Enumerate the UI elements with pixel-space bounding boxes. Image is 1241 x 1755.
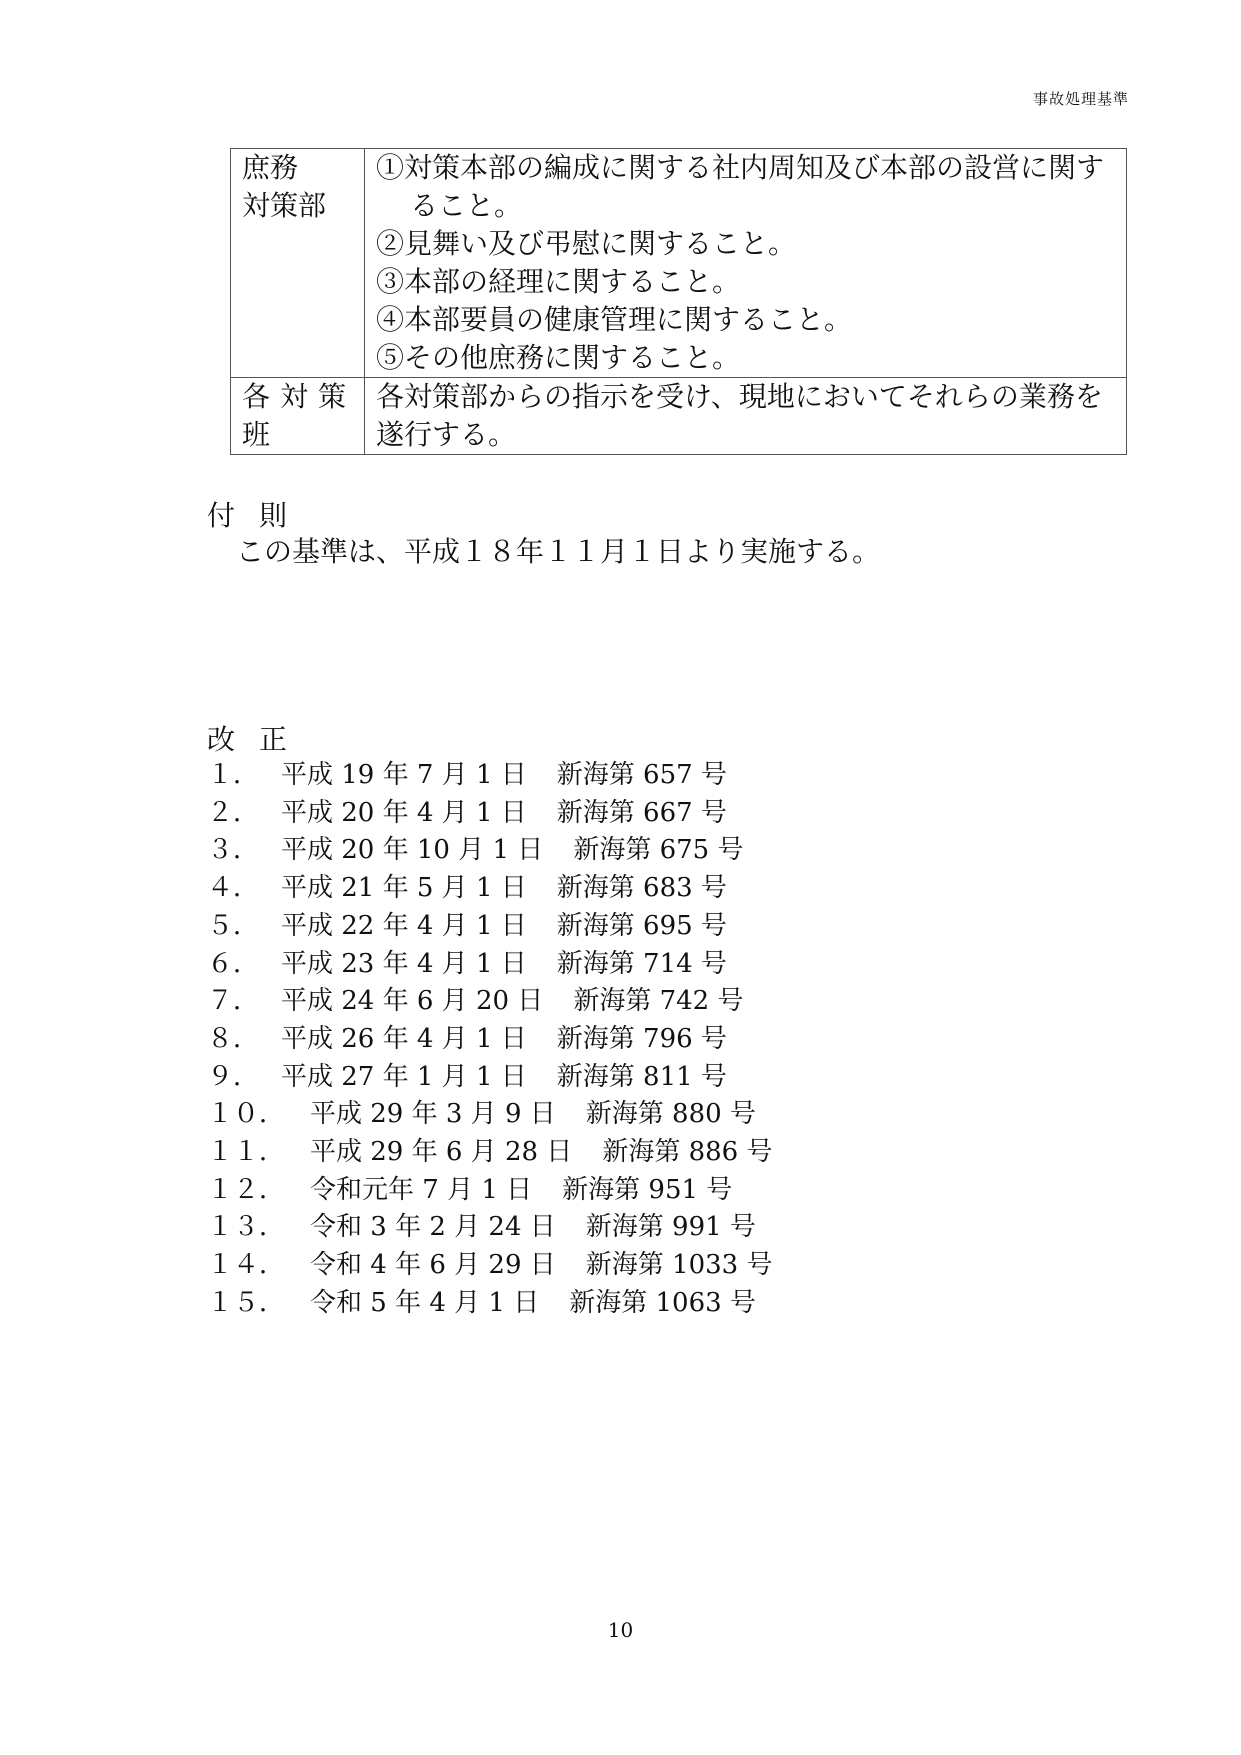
amendment-document-number: 新海第 811 号	[556, 1061, 727, 1092]
amendments-heading: 改正	[207, 723, 312, 756]
amendment-number: １．	[207, 760, 260, 790]
table-row	[231, 378, 1127, 455]
amendment-document-number: 新海第 951 号	[562, 1174, 733, 1205]
amendment-date: 平成 26 年 4 月 1 日	[281, 1023, 527, 1054]
duty-item: ⑤その他庶務に関すること。	[376, 341, 741, 374]
duties-cell	[365, 378, 1127, 455]
amendment-document-number: 新海第 657 号	[556, 760, 727, 790]
amendment-item	[207, 870, 772, 908]
amendment-number: ５．	[207, 910, 260, 941]
amendment-item	[207, 795, 772, 833]
amendment-item	[207, 1209, 772, 1247]
amendment-date: 令和 5 年 4 月 1 日	[310, 1287, 540, 1318]
department-name-line: 庶務	[242, 151, 299, 184]
duties-cell	[365, 149, 1127, 378]
amendment-number: １２．	[207, 1174, 286, 1205]
amendment-document-number: 新海第 695 号	[556, 910, 727, 941]
supplementary-text: この基準は、平成１８年１１月１日より実施する。	[236, 535, 881, 568]
amendment-document-number: 新海第 991 号	[585, 1212, 756, 1243]
page-number: 10	[607, 1618, 634, 1642]
amendment-date: 平成 21 年 5 月 1 日	[281, 873, 527, 904]
duty-item: ③本部の経理に関すること。	[376, 265, 741, 298]
duty-item: ②見舞い及び弔慰に関すること。	[376, 227, 797, 260]
duty-item-continuation: ること。	[410, 189, 523, 222]
amendment-date: 令和 3 年 2 月 24 日	[310, 1212, 556, 1243]
amendment-document-number: 新海第 675 号	[573, 835, 744, 866]
amendment-document-number: 新海第 714 号	[556, 948, 727, 979]
amendment-date: 平成 20 年 10 月 1 日	[281, 835, 544, 866]
amendment-number: １５．	[207, 1287, 286, 1318]
amendment-date: 平成 23 年 4 月 1 日	[281, 948, 527, 979]
amendment-item	[207, 1096, 772, 1134]
department-cell	[231, 378, 365, 455]
amendment-item	[207, 1134, 772, 1172]
amendment-date: 平成 22 年 4 月 1 日	[281, 910, 527, 941]
duty-description-line: 遂行する。	[376, 418, 517, 451]
amendment-item	[207, 1247, 772, 1285]
duty-description-line: 各対策部からの指示を受け、現地においてそれらの業務を	[376, 380, 1103, 413]
amendment-date: 平成 20 年 4 月 1 日	[281, 797, 527, 828]
amendment-date: 令和 4 年 6 月 29 日	[310, 1250, 556, 1281]
department-name-line: 班	[242, 418, 271, 451]
amendment-number: ９．	[207, 1061, 260, 1092]
amendment-item	[207, 908, 772, 946]
amendment-document-number: 新海第 796 号	[556, 1023, 727, 1054]
page-header-title: 事故処理基準	[1032, 90, 1129, 108]
amendment-item	[207, 1059, 772, 1097]
amendment-document-number: 新海第 683 号	[556, 873, 727, 904]
amendment-number: １３．	[207, 1212, 286, 1243]
amendment-number: １１．	[207, 1137, 286, 1168]
amendment-item	[207, 757, 772, 795]
supplementary-heading: 付則	[207, 499, 312, 532]
amendment-number: ２．	[207, 797, 260, 828]
amendment-document-number: 新海第 1033 号	[585, 1250, 773, 1281]
amendment-document-number: 新海第 667 号	[556, 797, 727, 828]
amendment-number: ６．	[207, 948, 260, 979]
amendment-date: 令和元年 7 月 1 日	[310, 1174, 533, 1205]
duty-item	[376, 149, 1118, 225]
department-cell	[231, 149, 365, 378]
amendment-item	[207, 1021, 772, 1059]
duty-item: ④本部要員の健康管理に関すること。	[376, 303, 853, 336]
amendment-document-number: 新海第 1063 号	[569, 1287, 756, 1318]
duty-item-text: ①対策本部の編成に関する社内周知及び本部の設営に関す	[376, 151, 1105, 184]
amendment-number: ７．	[207, 986, 260, 1017]
amendment-number: ４．	[207, 873, 260, 904]
amendment-document-number: 新海第 742 号	[573, 986, 744, 1017]
amendment-date: 平成 29 年 3 月 9 日	[310, 1099, 556, 1130]
amendments-list	[207, 757, 772, 1323]
duty-table	[230, 148, 1127, 455]
amendment-number: ８．	[207, 1023, 260, 1054]
amendment-document-number: 新海第 880 号	[585, 1099, 756, 1130]
amendment-date: 平成 19 年 7 月 1 日	[281, 760, 527, 790]
amendment-date: 平成 24 年 6 月 20 日	[281, 986, 544, 1017]
department-name-line: 各対策	[242, 380, 357, 413]
amendment-item	[207, 1172, 772, 1210]
amendment-document-number: 新海第 886 号	[602, 1137, 773, 1168]
table-row	[231, 149, 1127, 378]
amendment-number: ３．	[207, 835, 260, 866]
amendment-item	[207, 832, 772, 870]
amendment-date: 平成 27 年 1 月 1 日	[281, 1061, 527, 1092]
amendment-item	[207, 983, 772, 1021]
amendment-number: １４．	[207, 1250, 286, 1281]
amendment-item	[207, 1285, 772, 1323]
amendment-item	[207, 946, 772, 984]
amendment-date: 平成 29 年 6 月 28 日	[310, 1137, 573, 1168]
department-name-line: 対策部	[242, 189, 327, 222]
amendment-number: １０．	[207, 1099, 286, 1130]
